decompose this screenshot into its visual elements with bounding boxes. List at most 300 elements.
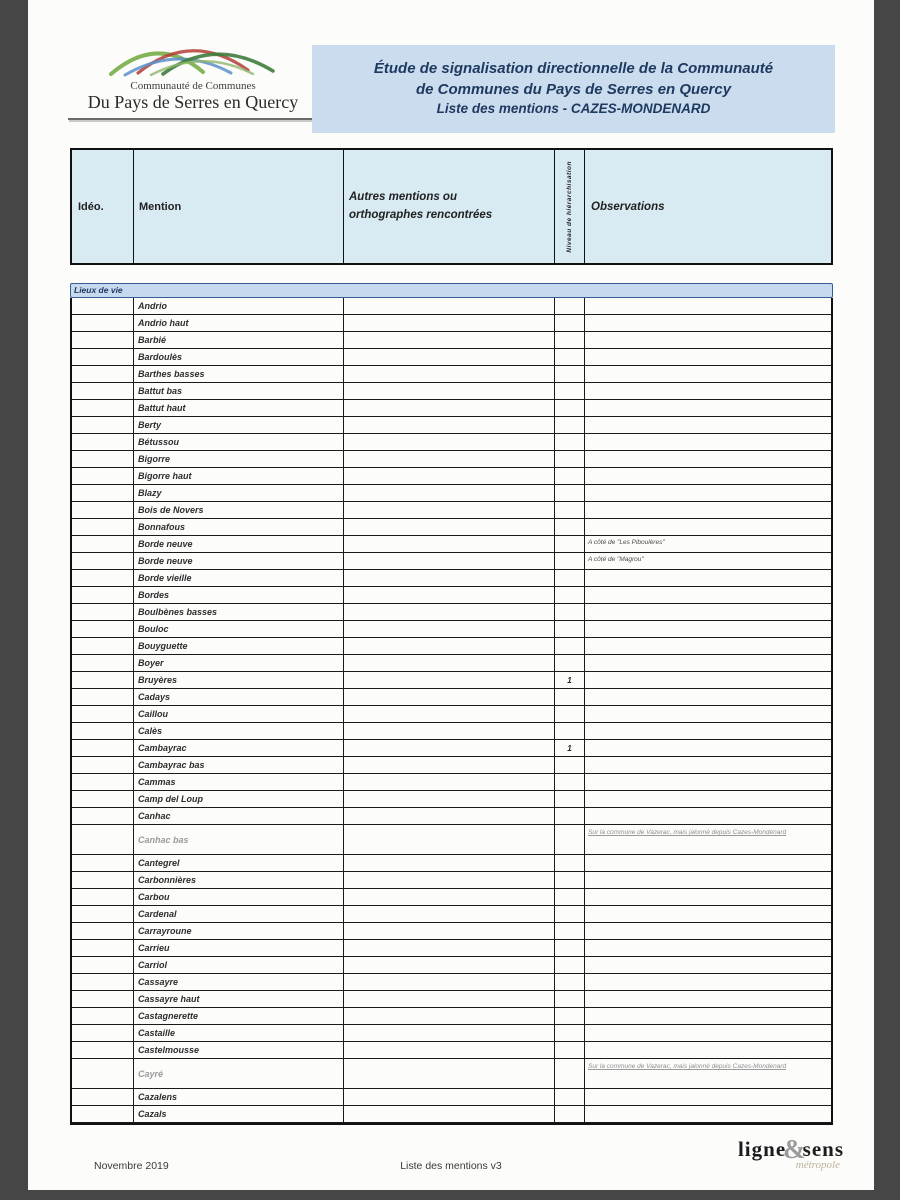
table-row (72, 417, 831, 434)
cell-autres (344, 825, 555, 854)
cell-mention: Berty (134, 417, 344, 433)
cell-observations (585, 1008, 831, 1024)
cell-mention: Bétussou (134, 434, 344, 450)
table-row (72, 923, 831, 940)
col-header-niveau: Niveau de hiérarchisation (555, 150, 585, 263)
cell-observations (585, 889, 831, 905)
cell-ideo (72, 957, 134, 973)
cell-niveau (555, 553, 585, 569)
cell-observations (585, 672, 831, 688)
cell-observations (585, 906, 831, 922)
cell-mention: Cassayre (134, 974, 344, 990)
cell-mention: Bordes (134, 587, 344, 603)
cell-autres (344, 808, 555, 824)
cell-observations (585, 400, 831, 416)
cell-ideo (72, 638, 134, 654)
cell-niveau (555, 906, 585, 922)
cell-observations (585, 485, 831, 501)
cell-ideo (72, 332, 134, 348)
cell-mention: Bouyguette (134, 638, 344, 654)
cell-autres (344, 638, 555, 654)
section-header-lieux-de-vie: Lieux de vie (70, 283, 833, 298)
table-row (72, 587, 831, 604)
cell-autres (344, 791, 555, 807)
cell-ideo (72, 434, 134, 450)
cell-ideo (72, 757, 134, 773)
cell-niveau (555, 383, 585, 399)
cell-ideo (72, 889, 134, 905)
cell-mention: Castaille (134, 1025, 344, 1041)
table-row (72, 485, 831, 502)
cell-niveau (555, 957, 585, 973)
cell-observations (585, 519, 831, 535)
cell-niveau (555, 468, 585, 484)
cell-ideo (72, 855, 134, 871)
cell-observations (585, 872, 831, 888)
table-row (72, 1106, 831, 1123)
cell-observations (585, 757, 831, 773)
cell-mention: Canhac bas (134, 825, 344, 854)
cell-mention: Cassayre haut (134, 991, 344, 1007)
cell-autres (344, 872, 555, 888)
footer-date: Novembre 2019 (94, 1160, 169, 1172)
cell-mention: Boulbènes basses (134, 604, 344, 620)
cell-mention: Bonnafous (134, 519, 344, 535)
cell-mention: Bigorre (134, 451, 344, 467)
cell-mention: Borde neuve (134, 553, 344, 569)
cell-niveau (555, 366, 585, 382)
table-row (72, 1089, 831, 1106)
cell-niveau (555, 1042, 585, 1058)
table-row (72, 349, 831, 366)
cell-ideo (72, 1025, 134, 1041)
cell-observations (585, 689, 831, 705)
cell-ideo (72, 672, 134, 688)
cell-observations: Sur la commune de Vazerac, mais jalonné depuis Cazes-Mondenard (588, 829, 787, 836)
cell-ideo (72, 298, 134, 314)
cell-mention: Cambayrac (134, 740, 344, 756)
table-row (72, 366, 831, 383)
cell-ideo (72, 587, 134, 603)
cell-observations (585, 923, 831, 939)
cell-ideo (72, 536, 134, 552)
cell-niveau (555, 757, 585, 773)
cell-observations (585, 706, 831, 722)
table-row (72, 451, 831, 468)
table-row (72, 332, 831, 349)
col-header-mention: Mention (134, 150, 344, 263)
title-line-3: Liste des mentions - CAZES-MONDENARD (436, 100, 711, 116)
cell-observations (585, 791, 831, 807)
cell-ideo (72, 417, 134, 433)
table-row (72, 740, 831, 757)
cell-ideo (72, 689, 134, 705)
cell-mention: Cammas (134, 774, 344, 790)
cell-autres (344, 957, 555, 973)
cell-observations (585, 1042, 831, 1058)
cell-mention: Castagnerette (134, 1008, 344, 1024)
cell-niveau (555, 774, 585, 790)
cell-observations (585, 383, 831, 399)
cell-autres (344, 740, 555, 756)
cell-mention: Borde neuve (134, 536, 344, 552)
cell-mention: Cardenal (134, 906, 344, 922)
cell-niveau (555, 451, 585, 467)
cell-autres (344, 940, 555, 956)
cell-ideo (72, 906, 134, 922)
cell-niveau (555, 1008, 585, 1024)
cell-observations (585, 1025, 831, 1041)
cell-observations (585, 740, 831, 756)
table-row (72, 315, 831, 332)
cell-mention: Borde vieille (134, 570, 344, 586)
cell-ideo (72, 349, 134, 365)
cell-observations (585, 723, 831, 739)
cell-autres (344, 383, 555, 399)
table-row (72, 825, 831, 855)
table-row (72, 889, 831, 906)
table-row (72, 791, 831, 808)
cell-ideo (72, 383, 134, 399)
cell-observations (585, 774, 831, 790)
cell-autres (344, 434, 555, 450)
cell-niveau (555, 791, 585, 807)
cell-niveau (555, 1025, 585, 1041)
cell-autres (344, 536, 555, 552)
cell-niveau (555, 417, 585, 433)
cell-niveau (555, 315, 585, 331)
cell-mention: Calès (134, 723, 344, 739)
title-line-1: Étude de signalisation directionnelle de la Communauté (373, 60, 774, 78)
cell-ideo (72, 553, 134, 569)
cell-ideo (72, 991, 134, 1007)
cell-niveau (555, 485, 585, 501)
cell-ideo (72, 485, 134, 501)
cell-niveau: 1 (555, 740, 585, 756)
table-row (72, 774, 831, 791)
cell-observations (585, 298, 831, 314)
cell-autres (344, 655, 555, 671)
title-line-2: de Communes du Pays de Serres en Quercy (415, 80, 732, 98)
cell-ideo (72, 451, 134, 467)
table-row (72, 957, 831, 974)
cell-mention: Bardoulès (134, 349, 344, 365)
cell-autres (344, 689, 555, 705)
cell-niveau (555, 825, 585, 854)
cell-autres (344, 621, 555, 637)
cell-ideo (72, 1106, 134, 1122)
cell-observations (585, 434, 831, 450)
table-row (72, 502, 831, 519)
cell-autres (344, 906, 555, 922)
cell-niveau (555, 638, 585, 654)
org-name-small: Communauté de Communes (130, 80, 256, 92)
cell-mention: Carrieu (134, 940, 344, 956)
cell-autres (344, 553, 555, 569)
cell-niveau (555, 655, 585, 671)
cell-niveau (555, 974, 585, 990)
cell-autres (344, 332, 555, 348)
cell-niveau (555, 400, 585, 416)
cell-observations (585, 502, 831, 518)
cell-ideo (72, 621, 134, 637)
table-row (72, 298, 831, 315)
cell-niveau (555, 723, 585, 739)
table-header (70, 148, 833, 265)
cell-observations (585, 940, 831, 956)
cell-autres (344, 1089, 555, 1105)
cell-niveau (555, 604, 585, 620)
cell-autres (344, 366, 555, 382)
table-row (72, 468, 831, 485)
ampersand-glyph: & (783, 1134, 806, 1164)
cell-observations (585, 332, 831, 348)
cell-observations (585, 855, 831, 871)
cell-mention: Battut haut (134, 400, 344, 416)
table-row (72, 855, 831, 872)
cell-ideo (72, 825, 134, 854)
cell-autres (344, 706, 555, 722)
cell-ideo (72, 706, 134, 722)
cell-autres (344, 1106, 555, 1122)
cell-mention: Cadays (134, 689, 344, 705)
cell-autres (344, 991, 555, 1007)
cell-ideo (72, 774, 134, 790)
cell-observations (585, 417, 831, 433)
cell-observations (585, 451, 831, 467)
cell-mention: Cambayrac bas (134, 757, 344, 773)
cell-autres (344, 570, 555, 586)
cell-autres (344, 723, 555, 739)
cell-observations (585, 366, 831, 382)
cell-mention: Bigorre haut (134, 468, 344, 484)
cell-autres (344, 923, 555, 939)
table-row (72, 519, 831, 536)
cell-niveau (555, 923, 585, 939)
cell-observations (585, 349, 831, 365)
cell-ideo (72, 570, 134, 586)
cell-niveau (555, 349, 585, 365)
cell-ideo (72, 723, 134, 739)
table-row (72, 1008, 831, 1025)
document-page (28, 0, 874, 1190)
cell-observations (585, 1106, 831, 1122)
cell-ideo (72, 1008, 134, 1024)
table-row (72, 808, 831, 825)
cell-autres (344, 1059, 555, 1088)
ligne-et-sens-logo (684, 1134, 844, 1171)
cell-mention: Bois de Novers (134, 502, 344, 518)
cell-mention: Carrayroune (134, 923, 344, 939)
table-row (72, 1042, 831, 1059)
cell-ideo (72, 315, 134, 331)
logo-subtitle: métropole (795, 1159, 840, 1171)
table-row (72, 940, 831, 957)
cell-observations (585, 991, 831, 1007)
logo-word-sens: sens (802, 1137, 844, 1161)
table-row (72, 553, 831, 570)
cell-mention: Cantegrel (134, 855, 344, 871)
cell-niveau (555, 519, 585, 535)
cell-mention: Andrio haut (134, 315, 344, 331)
footer-doc-version: Liste des mentions v3 (400, 1160, 502, 1172)
cell-observations (585, 604, 831, 620)
cell-autres (344, 855, 555, 871)
col-header-ideo: Idéo. (72, 150, 134, 263)
cell-niveau (555, 332, 585, 348)
cell-niveau (555, 706, 585, 722)
cell-autres (344, 757, 555, 773)
cell-ideo (72, 366, 134, 382)
cell-observations: A côté de "Les Piboulères" (588, 539, 665, 546)
cell-autres (344, 315, 555, 331)
cell-niveau (555, 689, 585, 705)
cell-observations (585, 570, 831, 586)
cell-mention: Carriol (134, 957, 344, 973)
cell-ideo (72, 974, 134, 990)
cell-autres (344, 298, 555, 314)
cell-autres (344, 604, 555, 620)
cell-ideo (72, 604, 134, 620)
cell-observations (585, 655, 831, 671)
cell-autres (344, 1025, 555, 1041)
table-row (72, 1059, 831, 1089)
cell-ideo (72, 740, 134, 756)
cell-autres (344, 889, 555, 905)
table-row (72, 434, 831, 451)
cell-observations (585, 957, 831, 973)
table-row (72, 570, 831, 587)
cell-mention: Cazalens (134, 1089, 344, 1105)
cell-mention: Bruyères (134, 672, 344, 688)
cell-ideo (72, 655, 134, 671)
cell-niveau (555, 587, 585, 603)
cell-autres (344, 672, 555, 688)
cell-niveau (555, 434, 585, 450)
cell-mention: Bouloc (134, 621, 344, 637)
cell-mention: Blazy (134, 485, 344, 501)
cell-observations (585, 468, 831, 484)
cell-autres (344, 1042, 555, 1058)
cell-autres (344, 502, 555, 518)
cell-mention: Canhac (134, 808, 344, 824)
cell-ideo (72, 1042, 134, 1058)
cell-ideo (72, 502, 134, 518)
cell-mention: Battut bas (134, 383, 344, 399)
cell-autres (344, 417, 555, 433)
cell-mention: Barbié (134, 332, 344, 348)
cell-niveau (555, 536, 585, 552)
table-row (72, 991, 831, 1008)
cell-mention: Castelmousse (134, 1042, 344, 1058)
cell-observations (585, 587, 831, 603)
table-row (72, 872, 831, 889)
table-row (72, 655, 831, 672)
cell-ideo (72, 808, 134, 824)
cell-ideo (72, 1059, 134, 1088)
cell-mention: Cazals (134, 1106, 344, 1122)
cell-niveau (555, 1106, 585, 1122)
cell-autres (344, 519, 555, 535)
logo-word-ligne: ligne (737, 1137, 787, 1161)
cell-niveau (555, 872, 585, 888)
cell-ideo (72, 940, 134, 956)
cell-autres (344, 774, 555, 790)
table-row (72, 974, 831, 991)
cell-ideo (72, 1089, 134, 1105)
cell-observations (585, 808, 831, 824)
cell-niveau (555, 298, 585, 314)
cell-niveau (555, 502, 585, 518)
col-header-autres: Autres mentions ou orthographes rencontrées (344, 150, 555, 263)
cell-mention: Carbonnières (134, 872, 344, 888)
cell-mention: Boyer (134, 655, 344, 671)
cell-autres (344, 400, 555, 416)
cell-autres (344, 349, 555, 365)
cell-niveau (555, 808, 585, 824)
table-row (72, 906, 831, 923)
cell-autres (344, 1008, 555, 1024)
org-name-large: Du Pays de Serres en Quercy (68, 92, 318, 120)
cell-autres (344, 974, 555, 990)
col-header-observations: Observations (591, 200, 665, 213)
cell-niveau (555, 1089, 585, 1105)
table-row (72, 383, 831, 400)
cell-observations: A côté de "Magrou" (588, 556, 644, 563)
cell-niveau (555, 855, 585, 871)
table-row (72, 706, 831, 723)
cell-observations (585, 621, 831, 637)
cell-autres (344, 485, 555, 501)
table-row (72, 621, 831, 638)
cell-observations (585, 638, 831, 654)
cell-ideo (72, 872, 134, 888)
cell-observations (585, 315, 831, 331)
table-row (72, 1025, 831, 1042)
table-row (72, 723, 831, 740)
cell-autres (344, 468, 555, 484)
cell-observations: Sur la commune de Vazerac, mais jalonné depuis Cazes-Mondenard (588, 1063, 787, 1070)
cell-niveau (555, 940, 585, 956)
cc-arcs-icon (103, 30, 283, 78)
document-title-box (312, 45, 835, 133)
cell-niveau (555, 621, 585, 637)
cell-niveau (555, 889, 585, 905)
cell-ideo (72, 791, 134, 807)
cell-mention: Camp del Loup (134, 791, 344, 807)
table-row (72, 604, 831, 621)
cell-mention: Barthes basses (134, 366, 344, 382)
cell-mention: Carbou (134, 889, 344, 905)
cell-autres (344, 451, 555, 467)
cell-observations (585, 974, 831, 990)
cell-niveau (555, 991, 585, 1007)
cc-logo-block (68, 30, 318, 120)
table-row (72, 757, 831, 774)
table-row (72, 689, 831, 706)
cell-autres (344, 587, 555, 603)
cell-ideo (72, 468, 134, 484)
table-row (72, 400, 831, 417)
table-row (72, 672, 831, 689)
table-body (70, 298, 833, 1125)
cell-niveau (555, 570, 585, 586)
cell-observations (585, 1089, 831, 1105)
table-row (72, 536, 831, 553)
cell-niveau: 1 (555, 672, 585, 688)
cell-mention: Cayré (134, 1059, 344, 1088)
cell-ideo (72, 923, 134, 939)
